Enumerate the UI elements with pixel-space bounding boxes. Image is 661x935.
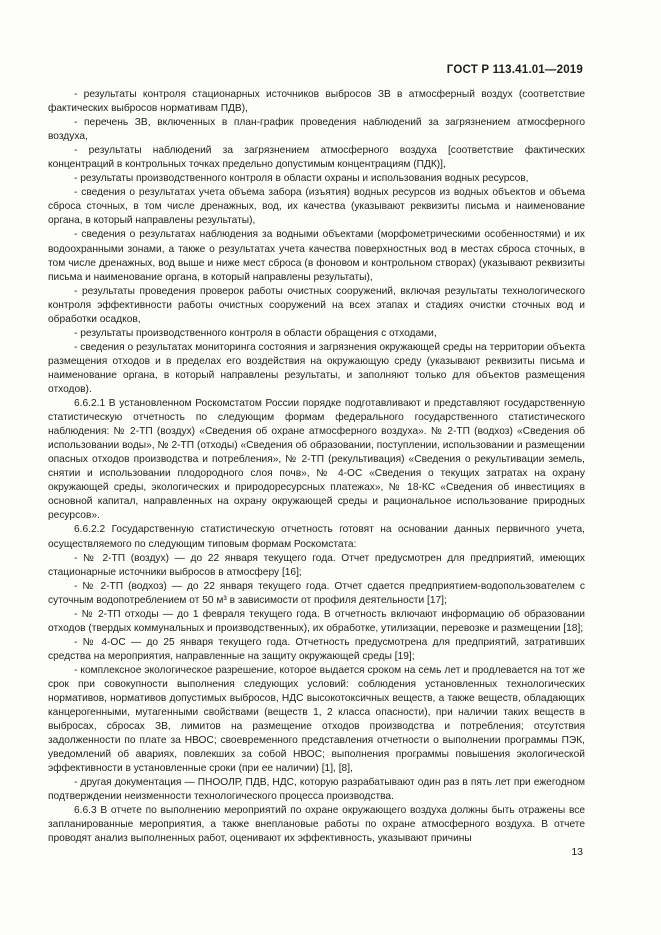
paragraph-air-source-control: - результаты контроля стационарных источников выбросов ЗВ в атмосферный воздух (соответствие фактических выбросов нормативам ПДВ), <box>48 89 585 115</box>
paragraph-treatment-facilities: - результаты проведения проверок работы очистных сооружений, включая результаты технологического контроля эффективности работы очистных сооружений на всех этапах и стадиях очистки сточных вод и обработки осадков, <box>48 285 585 325</box>
page-number: 13 <box>571 846 583 858</box>
standard-header: ГОСТ Р 113.41.01—2019 <box>446 64 583 76</box>
paragraph-form-2tp-water: - № 2-ТП (водхоз) — до 22 января текущего года. Отчет сдается предприятием-водопользователем с суточным водопотреблением от 50 м³ в зависимости от профиля деятельности [17]; <box>48 580 585 606</box>
paragraph-water-control: - результаты производственного контроля в области охраны и использования водных ресурсов, <box>74 173 529 185</box>
paragraph-waste-control: - результаты производственного контроля в области обращения с отходами, <box>74 327 437 339</box>
paragraph-form-2tp-air: - № 2-ТП (воздух) — до 22 января текущего года. Отчет предусмотрен для предприятий, имеющих стационарные источники выбросов в атмосферу [16]; <box>48 552 585 578</box>
paragraph-waste-monitoring: - сведения о результатах мониторинга состояния и загрязнения окружающей среды на территории объекта размещения отходов и в пределах его воздействия на окружающую среду (указывают реквизиты письма и наименование органа, в который направлены результаты, и заполняют только для объектов размещения отходов). <box>48 341 585 395</box>
paragraph-other-docs: - другая документация — ПНООЛР, ПДВ, НДС, которую разрабатывают один раз в пять лет при ежегодном подтверждении неизменности технологического процесса производства. <box>48 777 585 803</box>
paragraph-pollutant-list: - перечень ЗВ, включенных в план-график проведения наблюдений за загрязнением атмосферного воздуха, <box>48 117 585 143</box>
paragraph-6-6-2-1: 6.6.2.1 В установленном Роскомстатом России порядке подготавливают и представляют государственную статистическую отчетность по следующим формам федерального государственного статистического наблюдения: № 2-ТП (воздух) «Сведения об охране атмосферного воздуха». № 2-ТП (водхоз) «Сведения об использовании воды», № 2-ТП (отходы) «Сведения об образовании, поступлении, использовании и размещении опасных отходов производства и потребления», № 2-ТП (рекультивация) «Сведения о рекультивации земель, снятии и использовании плодородного слоя почв», № 4-ОС «Сведения о текущих затратах на охрану окружающей среды, экологических и природоресурсных платежах», № 18-КС «Сведения об инвестициях в основной капитал, направленных на охрану окружающей среды и рациональное использование природных ресурсов». <box>48 398 585 522</box>
paragraph-6-6-2-2: 6.6.2.2 Государственную статистическую отчетность готовят на основании данных первичного учета, осуществляемого по следующим типовым формам Роскомстата: <box>48 524 585 550</box>
document-body <box>48 88 585 847</box>
paragraph-water-intake: - сведения о результатах учета объема забора (изъятия) водных ресурсов из водных объектов и объема сброса сточных, в том числе дренажных, вод, их качества (указывают реквизиты письма и наименование органа, в который направлены результаты), <box>48 187 585 227</box>
paragraph-form-4os: - № 4-ОС — до 25 января текущего года. Отчетность предусмотрена для предприятий, затративших средства на мероприятия, направленные на защиту окружающей среды [19]; <box>48 636 585 662</box>
paragraph-form-2tp-waste: - № 2-ТП отходы — до 1 февраля текущего года. В отчетность включают информацию об образовании отходов (твердых коммунальных и производственных), их обработке, утилизации, перевозке и размещении [18]; <box>48 608 585 634</box>
paragraph-air-observations: - результаты наблюдений за загрязнением атмосферного воздуха [соответствие фактических концентраций в контрольных точках предельно допустимым концентрациям (ПДК)], <box>48 145 585 171</box>
paragraph-6-6-3: 6.6.3 В отчете по выполнению мероприятий по охране окружающего воздуха должны быть отражены все запланированные мероприятия, а также внеплановые работы по охране атмосферного воздуха. В отчете проводят анализ выполненных работ, оценивают их эффективность, указывают причины <box>48 805 585 845</box>
paragraph-complex-permit: - комплексное экологическое разрешение, которое выдается сроком на семь лет и продлевается на тот же срок при совокупности выполнения следующих условий: соблюдения установленных технологических нормативов, нормативов допустимых выбросов, НДС высокотоксичных веществ, а также веществ, обладающих канцерогенными, мутагенными свойствами (веществ 1, 2 класса опасности), при наличии таких веществ в выбросах, сбросах ЗВ, лимитов на размещение отходов производства и потребления; отсутствия задолженности по плате за НВОС; своевременного представления отчетности о выполнении программы ПЭК, уведомлений об авариях, повлекших за собой НВОС; выполнения программы повышения экологической эффективности в установленные сроки (при ее наличии) [1], [8], <box>48 664 585 775</box>
paragraph-water-bodies: - сведения о результатах наблюдения за водными объектами (морфометрическими особенностями) и их водоохранными зонами, а также о результатах учета качества поверхностных вод в местах сброса сточных, в том числе дренажных, вод выше и ниже мест сброса (в фоновом и контрольном створах) (указывают реквизиты письма и наименование органа, в который направлены результаты), <box>48 229 585 283</box>
